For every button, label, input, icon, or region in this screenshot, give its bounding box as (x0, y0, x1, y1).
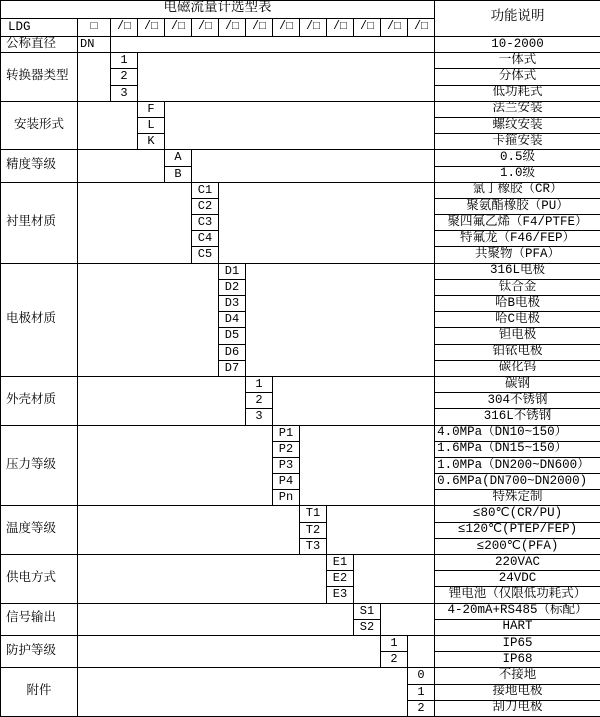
code-cell: 3 (111, 85, 138, 101)
spacer-cell (219, 182, 435, 263)
code-cell: B (165, 166, 192, 182)
code-cell: D2 (219, 279, 246, 295)
desc-cell: 不接地 (435, 668, 600, 684)
spacer-cell (300, 425, 435, 506)
code-cell: Pn (273, 490, 300, 506)
desc-cell: 316L电极 (435, 263, 600, 279)
category-converter-type: 转换器类型 (1, 53, 78, 102)
desc-cell: 0.5级 (435, 150, 600, 166)
code-cell: 2 (381, 652, 408, 668)
model-prefix: LDG (1, 19, 78, 37)
code-cell: C4 (192, 231, 219, 247)
code-slot: /□ (111, 19, 138, 37)
spacer-cell (408, 635, 435, 667)
desc-cell: 24VDC (435, 571, 600, 587)
code-cell: D4 (219, 312, 246, 328)
desc-cell: 低功耗式 (435, 85, 600, 101)
desc-cell: 聚四氟乙烯（F4/PTFE） (435, 215, 600, 231)
desc-cell: 220VAC (435, 555, 600, 571)
code-cell: E2 (327, 571, 354, 587)
code-slot: /□ (408, 19, 435, 37)
code-cell: D1 (219, 263, 246, 279)
spacer-cell (78, 101, 138, 150)
spacer-cell (138, 53, 435, 102)
code-cell: D6 (219, 344, 246, 360)
code-cell: S2 (354, 619, 381, 635)
code-slot: /□ (219, 19, 246, 37)
code-cell: C3 (192, 215, 219, 231)
code-cell: 3 (246, 409, 273, 425)
desc-cell: 一体式 (435, 53, 600, 69)
code-cell: P3 (273, 457, 300, 473)
code-slot: /□ (354, 19, 381, 37)
code-cell: T1 (300, 506, 327, 522)
desc-cell: 卡箍安装 (435, 134, 600, 150)
desc-cell: 法兰安装 (435, 101, 600, 117)
desc-cell: 接地电极 (435, 684, 600, 700)
code-cell: P1 (273, 425, 300, 441)
desc-cell: 哈C电极 (435, 312, 600, 328)
spacer-cell (78, 263, 219, 376)
desc-cell: 0.6MPa(DN700~DN2000) (435, 474, 600, 490)
code-cell: T2 (300, 522, 327, 538)
spacer-cell (327, 506, 435, 555)
desc-cell: 1.0级 (435, 166, 600, 182)
code-cell: C5 (192, 247, 219, 263)
desc-cell: 1.0MPa（DN200~DN600） (435, 457, 600, 473)
desc-cell: 304不锈钢 (435, 393, 600, 409)
spacer-cell (111, 37, 435, 53)
desc-cell: 氯丁橡胶（CR） (435, 182, 600, 198)
spacer-cell (78, 53, 111, 102)
desc-cell: 钛合金 (435, 279, 600, 295)
spacer-cell (78, 150, 165, 182)
spacer-cell (381, 603, 435, 635)
spacer-cell (165, 101, 435, 150)
category-lining-material: 衬里材质 (1, 182, 78, 263)
spacer-cell (78, 635, 381, 667)
category-nominal-diameter: 公称直径 (1, 37, 78, 53)
desc-cell: IP65 (435, 635, 600, 651)
desc-cell: 钽电极 (435, 328, 600, 344)
desc-cell: IP68 (435, 652, 600, 668)
category-housing-material: 外壳材质 (1, 376, 78, 425)
code-cell: 2 (408, 700, 435, 716)
code-cell: 1 (381, 635, 408, 651)
desc-cell: 1.6MPa（DN15~150） (435, 441, 600, 457)
desc-cell: 共聚物（PFA） (435, 247, 600, 263)
code-slot: /□ (327, 19, 354, 37)
desc-cell: 4.0MPa（DN10~150） (435, 425, 600, 441)
spacer-cell (354, 555, 435, 604)
code-cell: C1 (192, 182, 219, 198)
code-cell: 1 (408, 684, 435, 700)
desc-cell: 4-20mA+RS485（标配） (435, 603, 600, 619)
spacer-cell (78, 425, 273, 506)
desc-cell: ≤120℃(PTEP/FEP) (435, 522, 600, 538)
code-cell: T3 (300, 538, 327, 554)
category-pressure-class: 压力等级 (1, 425, 78, 506)
code-cell: 1 (111, 53, 138, 69)
function-desc-header: 功能说明 (435, 1, 600, 37)
code-slot: /□ (273, 19, 300, 37)
desc-cell: ≤80℃(CR/PU) (435, 506, 600, 522)
code-cell: F (138, 101, 165, 117)
code-cell: 2 (246, 393, 273, 409)
spacer-cell (78, 555, 327, 604)
spacer-cell (78, 376, 246, 425)
category-power-supply: 供电方式 (1, 555, 78, 604)
code-cell: 2 (111, 69, 138, 85)
code-slot: /□ (246, 19, 273, 37)
spacer-cell (78, 506, 300, 555)
code-slot: /□ (192, 19, 219, 37)
desc-cell: 10-2000 (435, 37, 600, 53)
desc-cell: 哈B电极 (435, 296, 600, 312)
category-electrode-material: 电极材质 (1, 263, 78, 376)
spacer-cell (192, 150, 435, 182)
desc-cell: 刮刀电极 (435, 700, 600, 716)
code-cell: C2 (192, 198, 219, 214)
code-cell: P4 (273, 474, 300, 490)
desc-cell: ≤200℃(PFA) (435, 538, 600, 554)
code-slot: □ (78, 19, 111, 37)
code-cell: DN (78, 37, 111, 53)
desc-cell: 碳化钨 (435, 360, 600, 376)
spacer-cell (246, 263, 435, 376)
code-slot: /□ (300, 19, 327, 37)
desc-cell: 碳钢 (435, 376, 600, 392)
code-cell: E1 (327, 555, 354, 571)
category-signal-output: 信号输出 (1, 603, 78, 635)
code-cell: A (165, 150, 192, 166)
code-slot: /□ (138, 19, 165, 37)
desc-cell: 特殊定制 (435, 490, 600, 506)
code-cell: D5 (219, 328, 246, 344)
desc-cell: 螺纹安装 (435, 117, 600, 133)
desc-cell: 聚氨酯橡胶（PU） (435, 198, 600, 214)
code-slot: /□ (381, 19, 408, 37)
spacer-cell (273, 376, 435, 425)
category-install-form: 安装形式 (1, 101, 78, 150)
code-cell: L (138, 117, 165, 133)
code-cell: E3 (327, 587, 354, 603)
spacer-cell (78, 182, 192, 263)
spacer-cell (78, 668, 408, 717)
category-temperature-class: 温度等级 (1, 506, 78, 555)
code-cell: 1 (246, 376, 273, 392)
spacer-cell (78, 603, 354, 635)
code-cell: D7 (219, 360, 246, 376)
category-accuracy-class: 精度等级 (1, 150, 78, 182)
desc-cell: HART (435, 619, 600, 635)
category-protection-class: 防护等级 (1, 635, 78, 667)
code-cell: P2 (273, 441, 300, 457)
code-cell: K (138, 134, 165, 150)
desc-cell: 铂铱电极 (435, 344, 600, 360)
code-cell: D3 (219, 296, 246, 312)
code-cell: S1 (354, 603, 381, 619)
desc-cell: 316L不锈钢 (435, 409, 600, 425)
desc-cell: 特氟龙（F46/FEP） (435, 231, 600, 247)
desc-cell: 分体式 (435, 69, 600, 85)
code-cell: 0 (408, 668, 435, 684)
category-accessories: 附件 (1, 668, 78, 717)
code-slot: /□ (165, 19, 192, 37)
desc-cell: 锂电池（仅限低功耗式） (435, 587, 600, 603)
table-title: 电磁流量计选型表 (1, 1, 435, 19)
